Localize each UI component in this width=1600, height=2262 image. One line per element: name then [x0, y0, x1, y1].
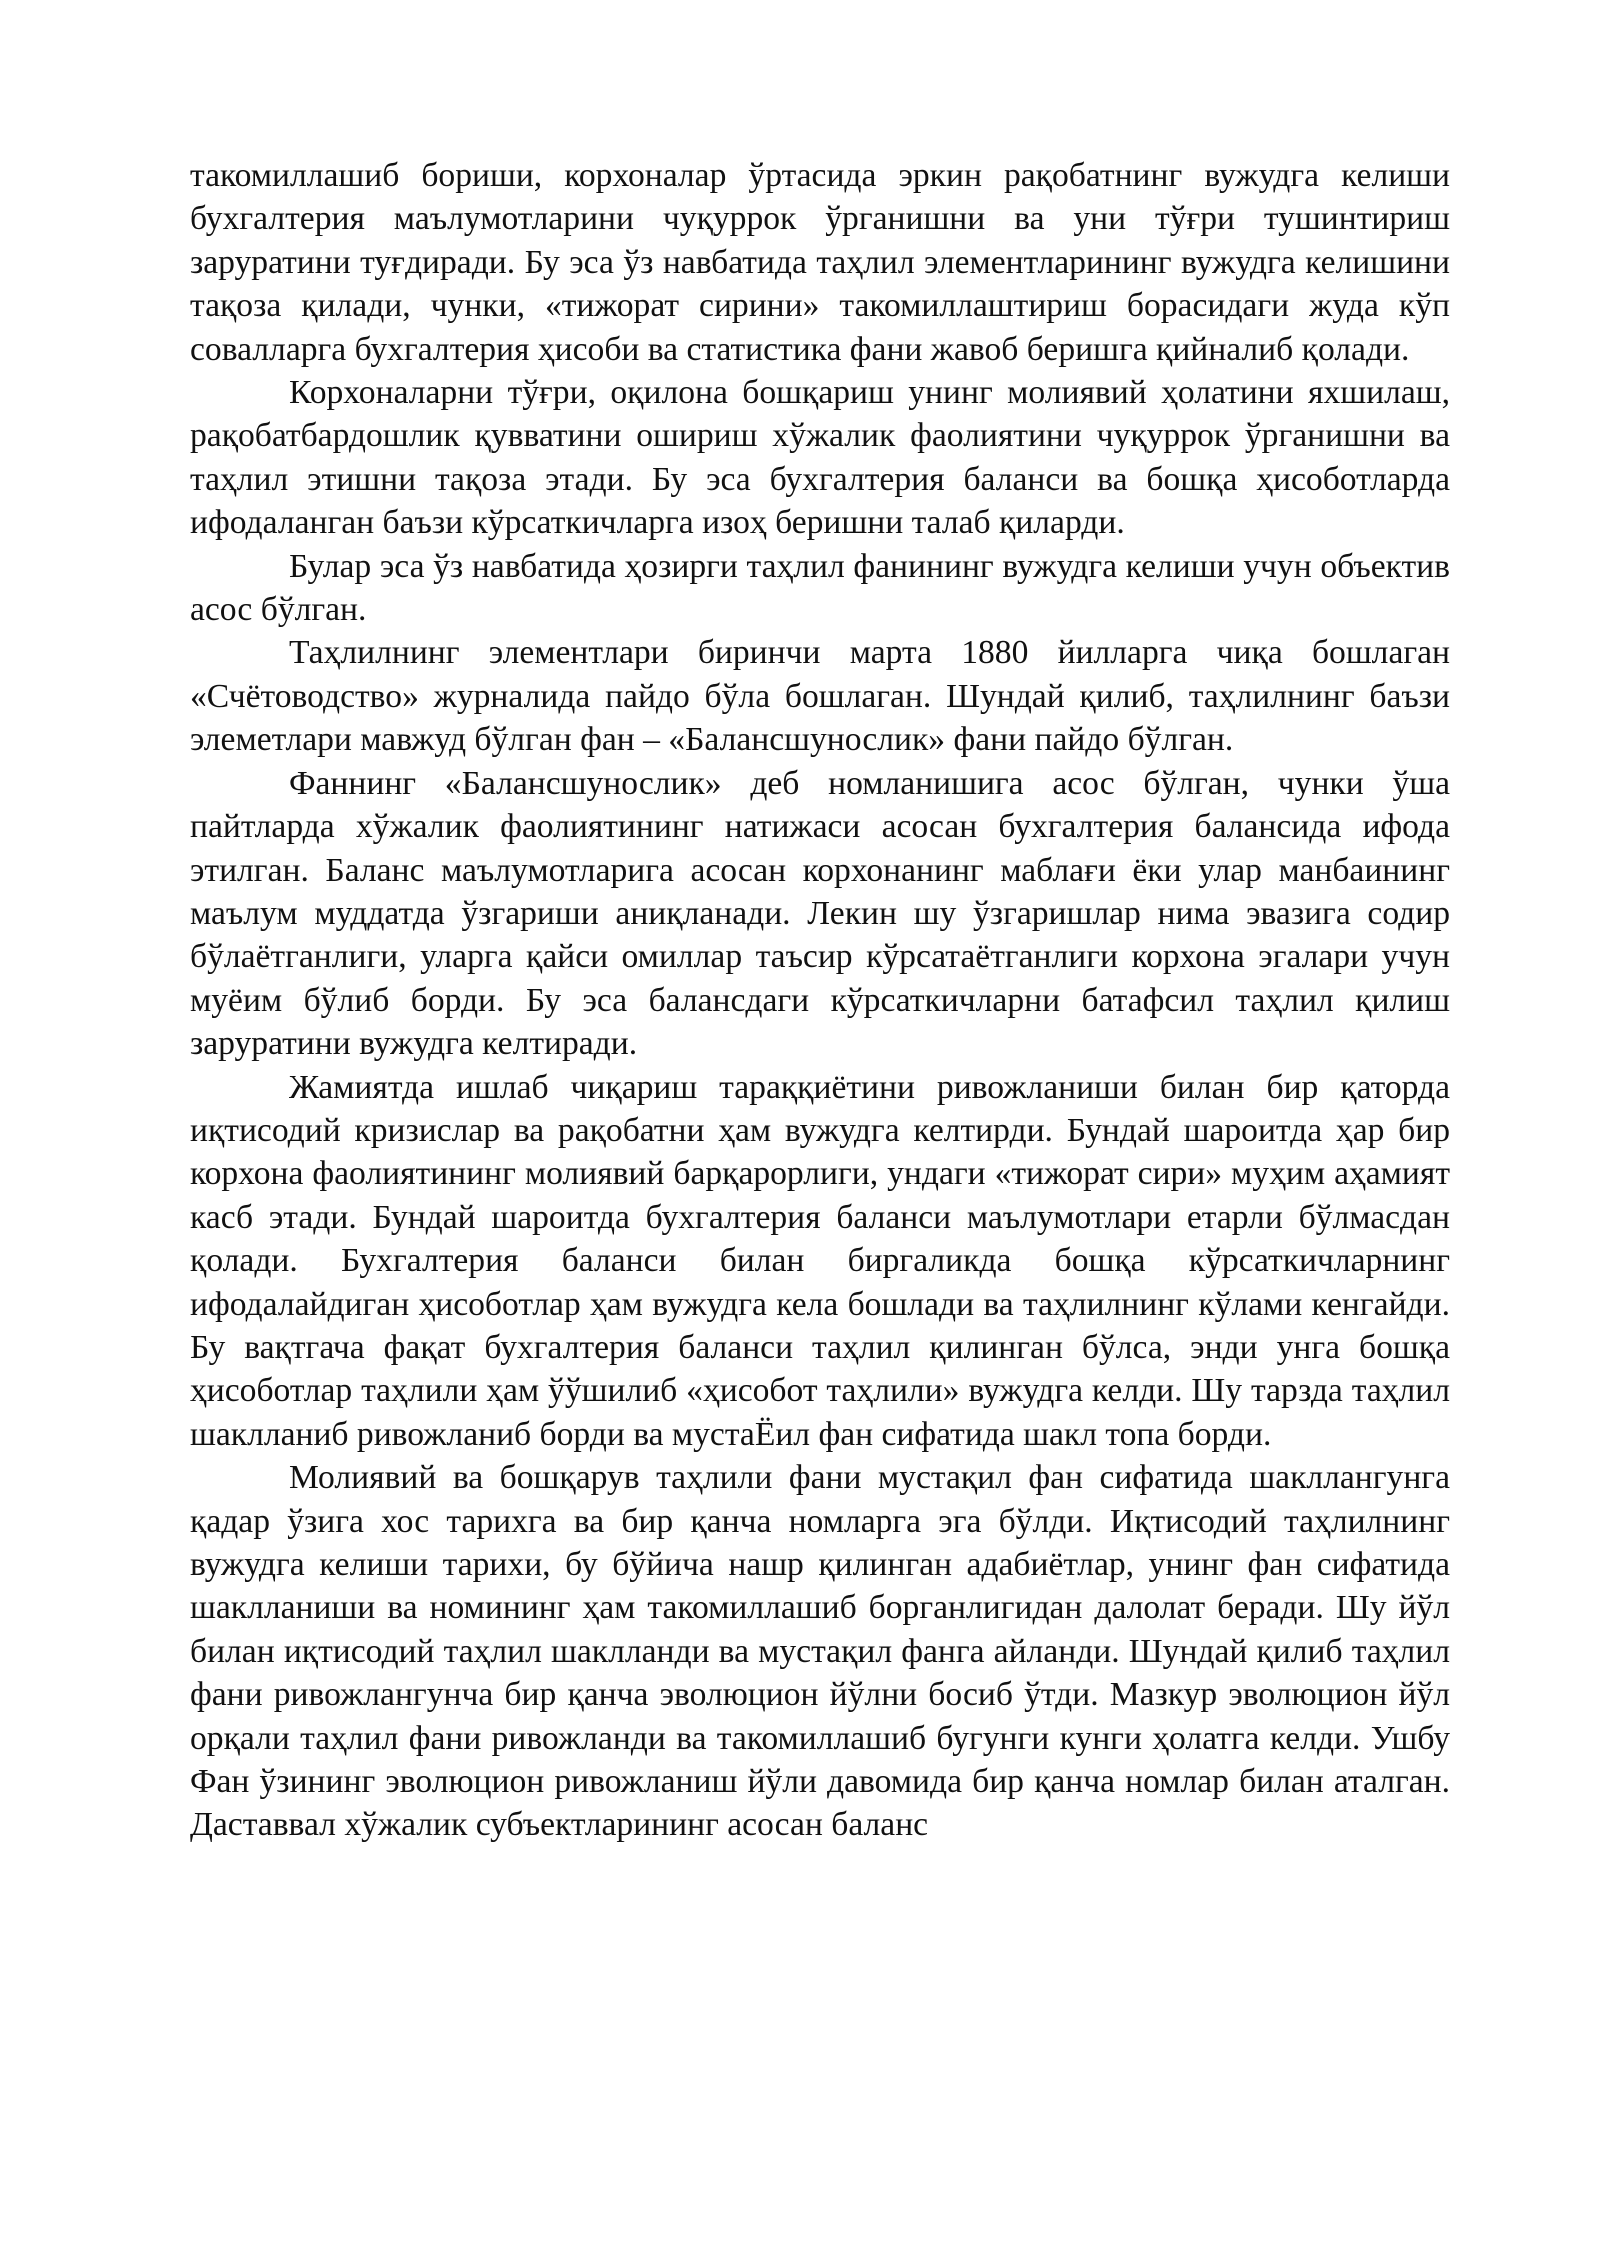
document-page	[190, 154, 1450, 1847]
paragraph-objective-basis: Булар эса ўз навбатида ҳозирги таҳлил фанининг вужудга келиши учун объектив асос бўлган.	[190, 547, 1450, 629]
paragraph-competition-intro: такомиллашиб бориши, корхоналар ўртасида эркин рақобатнинг вужудга келиши бухгалтерия маълумотларини чуқуррок ўрганишни ва уни тўғри тушинтириш заруратини туғдиради. Бу эса ўз навбатида таҳлил элементларининг вужудга келишини тақоза қилади, чунки, «тижорат сирини» такомиллаштириш борасидаги жуда кўп совалларга бухгалтерия ҳисоби ва статистика фани жавоб беришга қийналиб қолади.	[190, 157, 1450, 368]
paragraph-analysis-origins: Таҳлилнинг элементлари биринчи марта 1880 йилларга чиқа бошлаган «Счётоводство» журналида пайдо бўла бошлаган. Шундай қилиб, таҳлилнинг баъзи элеметлари мавжуд бўлган фан – «Балансшунослик» фани пайдо бўлган.	[190, 634, 1450, 759]
paragraph-enterprise-management: Корхоналарни тўғри, оқилона бошқариш унинг молиявий ҳолатини яхшилаш, рақобатбардошлик қувватини ошириш хўжалик фаолиятини чуқуррок ўрганишни ва таҳлил этишни тақоза этади. Бу эса бухгалтерия баланси ва бошқа ҳисоботларда ифодаланган баъзи кўрсаткичларга изоҳ беришни талаб қиларди.	[190, 374, 1450, 542]
paragraph-financial-analysis-history: Молиявий ва бошқарув таҳлили фани мустақил фан сифатида шакллангунга қадар ўзига хос тарихга ва бир қанча номларга эга бўлди. Иқтисодий таҳлилнинг вужудга келиши тарихи, бу бўйича нашр қилинган адабиётлар, унинг фан сифатида шаклланиши ва номининг ҳам такомиллашиб борганлигидан далолат беради. Шу йўл билан иқтисодий таҳлил шаклланди ва мустақил фанга айланди. Шундай қилиб таҳлил фани ривожлангунча бир қанча эволюцион йўлни босиб ўтди. Мазкур эволюцион йўл орқали таҳлил фани ривожланди ва такомиллашиб бугунги кунги ҳолатга келди. Ушбу Фан ўзининг эволюцион ривожланиш йўли давомида бир қанча номлар билан аталган. Даставвал хўжалик субъектларининг асосан баланс	[190, 1459, 1450, 1844]
paragraph-balance-science: Фаннинг «Балансшунослик» деб номланишига асос бўлган, чунки ўша пайтларда хўжалик фаолиятининг натижаси асосан бухгалтерия балансида ифода этилган. Баланс маълумотларига асосан корхонанинг маблағи ёки улар манбаининг маълум муддатда ўзгариши аниқланади. Лекин шу ўзгаришлар нима эвазига содир бўлаётганлиги, уларга қайси омиллар таъсир кўрсатаётганлиги корхона эгалари учун муёим бўлиб борди. Бу эса балансдаги кўрсаткичларни батафсил таҳлил қилиш заруратини вужудга келтиради.	[190, 764, 1450, 1063]
paragraph-production-development: Жамиятда ишлаб чиқариш тараққиётини ривожланиши билан бир қаторда иқтисодий кризислар ва рақобатни ҳам вужудга келтирди. Бундай шароитда ҳар бир корхона фаолиятининг молиявий барқарорлиги, ундаги «тижорат сири» муҳим аҳамият касб этади. Бундай шароитда бухгалтерия баланси маълумотлари етарли бўлмасдан қолади. Бухгалтерия баланси билан биргаликда бошқа кўрсаткичларнинг ифодалайдиган ҳисоботлар ҳам вужудга кела бошлади ва таҳлилнинг кўлами кенгайди. Бу вақтгача фақат бухгалтерия баланси таҳлил қилинган бўлса, энди унга бошқа ҳисоботлар таҳлили ҳам ўўшилиб «ҳисобот таҳлили» вужудга келди. Шу тарзда таҳлил шаклланиб ривожланиб борди ва мустаЁил фан сифатида шакл топа борди.	[190, 1068, 1450, 1453]
